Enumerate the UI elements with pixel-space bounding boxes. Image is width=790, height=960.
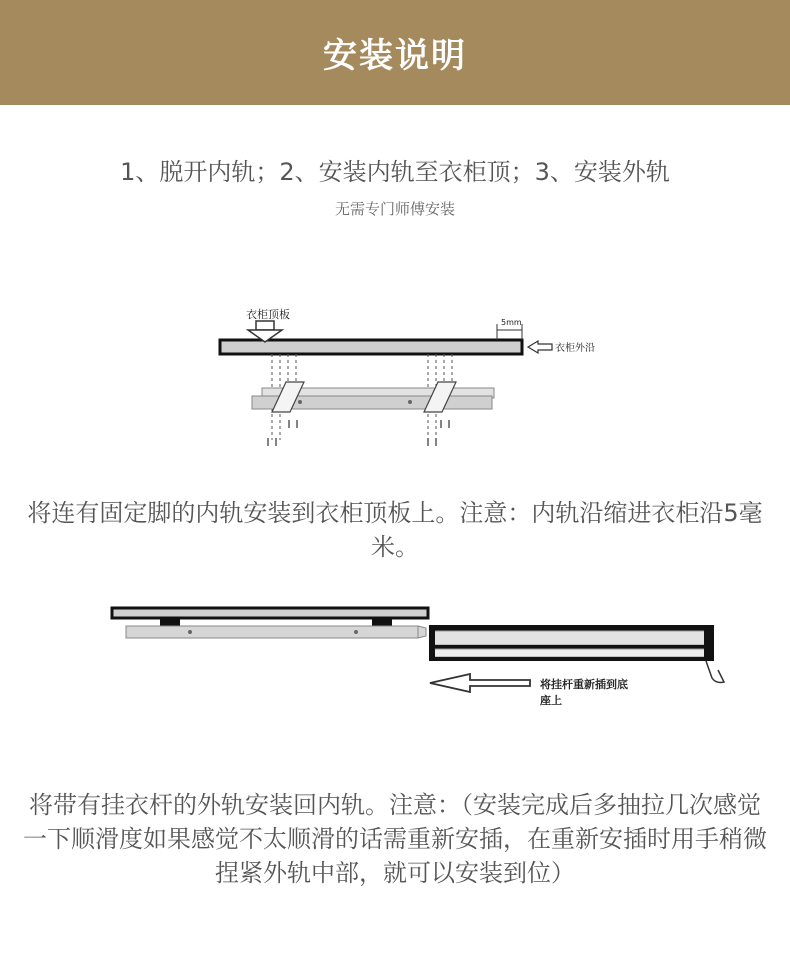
install-steps: 1、脱开内轨；2、安装内轨至衣柜顶；3、安装外轨 [120,158,670,186]
step1-description: 将连有固定脚的内轨安装到衣柜顶板上。注意：内轨沿缩进衣柜沿5毫米。 [27,499,763,561]
label-5mm: 5mm [501,318,522,327]
label-top-board: 衣柜顶板 [246,308,290,321]
inner-rail-diagram [0,290,790,470]
left-arrow-icon [528,341,552,353]
page-title: 安装说明 [323,36,467,76]
install-note: 无需专门师傅安装 [334,200,455,218]
label-insert-line2: 座上 [540,694,562,707]
label-insert-line1: 将挂杆重新插到底 [540,678,628,691]
outer-rail-diagram [0,596,790,746]
outer-rail [432,625,708,631]
header-banner [0,0,790,105]
left-arrow-icon [430,674,530,692]
label-outer-edge: 衣柜外沿 [555,343,595,354]
inner-rail [126,626,418,638]
step2-description: 将带有挂衣杆的外轨安装回内轨。注意：（安装完成后多抽拉几次感觉一下顺滑度如果感觉不太顺滑的话需重新安插，在重新安插时用手稍微捏紧外轨中部，就可以安装到位） [23,791,767,887]
top-board [112,608,428,618]
